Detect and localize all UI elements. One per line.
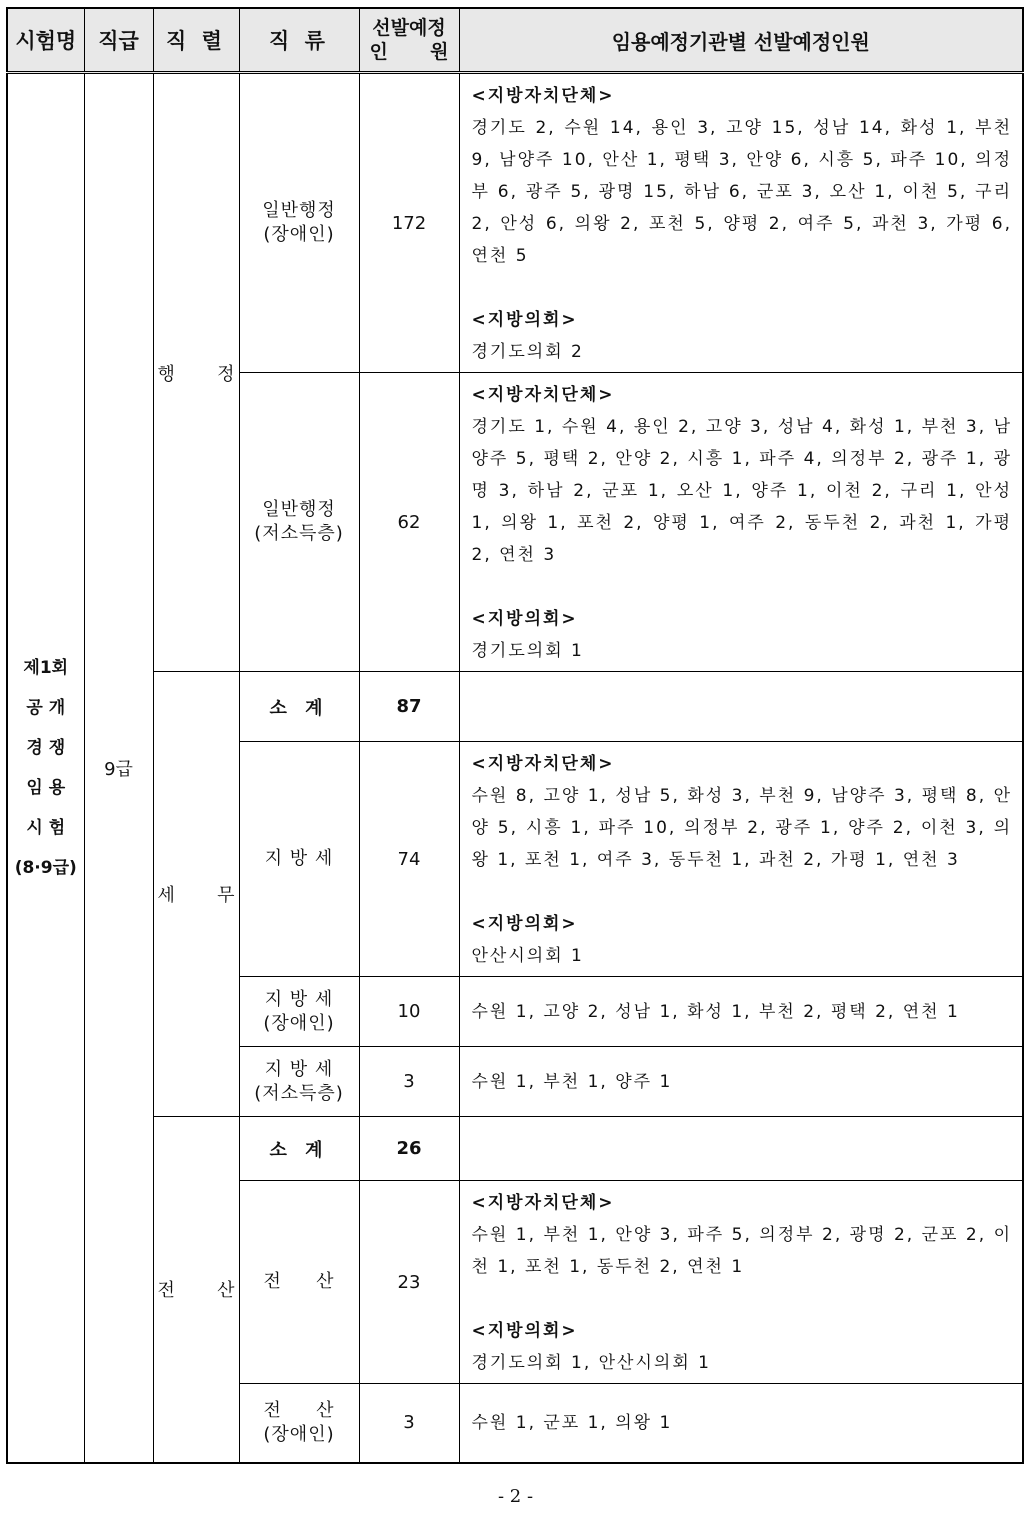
count-it-disabled: 3 [359, 1384, 459, 1463]
header-series: 직 렬 [153, 8, 239, 73]
council-label: <지방의회> [471, 609, 578, 629]
kind-line: 지 방 세 [264, 1058, 334, 1080]
count-it-general: 23 [359, 1181, 459, 1384]
local-gov-list: 수원 8, 고양 1, 성남 5, 화성 3, 부천 9, 남양주 3, 평택 8, 안양 5, 시흥 1, 파주 10, 의정부 2, 광주 1, 양주 2, 이천 3, 의왕 1, 포천 1, 여주 3, 동두천 1, 과천 2, 가평 1, 연천 3 [471, 786, 1012, 870]
detail-tax-lowincome: 수원 1, 부천 1, 양주 1 [459, 1047, 1023, 1117]
kind-it-disabled [239, 1384, 359, 1463]
header-grade: 직급 [84, 8, 153, 73]
local-gov-list: 경기도 1, 수원 4, 용인 2, 고양 3, 성남 4, 화성 1, 부천 3, 남양주 5, 평택 2, 안양 2, 시흥 1, 파주 4, 의정부 2, 광주 1, 광명 3, 하남 2, 군포 1, 오산 1, 양주 1, 이천 2, 구리 1, 안성 1, 의왕 1, 포천 2, 양평 1, 여주 2, 동두천 2, 과천 1, 가평 2, 연천 3 [471, 417, 1012, 565]
kind-char: 산 [316, 1271, 335, 1292]
kind-line: 일반행정 [262, 200, 336, 221]
exam-line-3: 경 쟁 [26, 737, 66, 758]
kind-line: 지 방 세 [264, 848, 334, 869]
tax-subtotal-detail [459, 672, 1023, 742]
local-gov-list: 수원 1, 부천 1, 안양 3, 파주 5, 의정부 2, 광명 2, 군포 2, 이천 1, 포천 1, 동두천 2, 연천 1 [471, 1225, 1012, 1277]
local-gov-label: <지방자치단체> [471, 86, 615, 106]
count-tax-disabled: 10 [359, 977, 459, 1047]
tax-subtotal-label: 소 계 [239, 672, 359, 742]
detail-tax-local [459, 742, 1023, 977]
header-by-org: 임용예정기관별 선발예정인원 [459, 8, 1023, 73]
detail-tax-disabled: 수원 1, 고양 2, 성남 1, 화성 1, 부천 2, 평택 2, 연천 1 [459, 977, 1023, 1047]
kind-line: (장애인) [263, 1012, 335, 1034]
detail-admin-disabled [459, 73, 1023, 373]
kind-char: 전 [263, 1399, 282, 1421]
header-kind: 직 류 [239, 8, 359, 73]
header-selection-line1: 선발예정 [372, 17, 446, 39]
exam-line-6: (8·9급) [14, 857, 77, 878]
local-gov-label: <지방자치단체> [471, 1193, 615, 1213]
header-selection-count [359, 8, 459, 73]
header-exam-name: 시험명 [7, 8, 84, 73]
series-it [153, 1117, 239, 1463]
exam-line-5: 시 험 [26, 817, 66, 838]
council-label: <지방의회> [471, 1321, 578, 1341]
selection-table [6, 7, 1024, 1464]
kind-line: (저소득층) [254, 1082, 344, 1104]
header-selection-line2a: 인 [369, 41, 388, 63]
local-gov-list: 경기도 2, 수원 14, 용인 3, 고양 15, 성남 14, 화성 1, 부천 9, 남양주 10, 안산 1, 평택 3, 안양 6, 시흥 5, 파주 10, 의정부 6, 광주 5, 광명 15, 하남 6, 군포 3, 오산 1, 이천 5, 구리 2, 안성 6, 의왕 2, 포천 5, 양평 2, 여주 5, 과천 3, 가평 6, 연천 5 [471, 118, 1012, 266]
series-admin [153, 73, 239, 672]
exam-name-cell [7, 73, 84, 1463]
council-list: 경기도의회 1 [471, 641, 584, 661]
local-gov-label: <지방자치단체> [471, 385, 615, 405]
series-tax-char2: 무 [217, 885, 235, 906]
it-subtotal-detail [459, 1117, 1023, 1181]
series-tax-char1: 세 [157, 885, 175, 906]
council-label: <지방의회> [471, 310, 578, 330]
kind-tax-local [239, 742, 359, 977]
kind-line: 지 방 세 [264, 988, 334, 1010]
detail-it-disabled: 수원 1, 군포 1, 의왕 1 [459, 1384, 1023, 1463]
series-admin-char1: 행 [157, 363, 175, 385]
it-subtotal-count: 26 [359, 1117, 459, 1181]
count-tax-lowincome: 3 [359, 1047, 459, 1117]
kind-tax-disabled [239, 977, 359, 1047]
header-row [7, 8, 1023, 73]
exam-line-1: 제1회 [23, 657, 69, 678]
exam-line-2: 공 개 [26, 697, 66, 718]
series-tax [153, 672, 239, 1117]
series-it-char2: 산 [217, 1280, 235, 1302]
series-admin-char2: 정 [217, 363, 235, 385]
page-number: - 2 - [497, 1486, 534, 1507]
kind-admin-disabled [239, 73, 359, 373]
council-list: 안산시의회 1 [471, 946, 584, 966]
exam-line-4: 임 용 [26, 777, 66, 798]
count-admin-disabled: 172 [359, 73, 459, 373]
header-selection-line2b: 원 [430, 41, 449, 63]
detail-admin-lowincome [459, 373, 1023, 672]
kind-char: 산 [316, 1399, 335, 1421]
table-row-tax-subtotal [7, 672, 1023, 742]
kind-admin-lowincome [239, 373, 359, 672]
it-subtotal-label: 소 계 [239, 1117, 359, 1181]
kind-tax-lowincome [239, 1047, 359, 1117]
kind-line: (장애인) [263, 224, 335, 245]
kind-it-general [239, 1181, 359, 1384]
grade-cell: 9급 [84, 73, 153, 1463]
series-it-char1: 전 [157, 1280, 175, 1302]
council-list: 경기도의회 2 [471, 342, 584, 362]
count-tax-local: 74 [359, 742, 459, 977]
local-gov-label: <지방자치단체> [471, 754, 615, 774]
kind-line: 일반행정 [262, 499, 336, 520]
detail-it-general [459, 1181, 1023, 1384]
table-row-it-subtotal [7, 1117, 1023, 1181]
kind-line: (저소득층) [254, 523, 344, 544]
council-label: <지방의회> [471, 914, 578, 934]
table-row-admin-disabled [7, 73, 1023, 373]
kind-line: (장애인) [263, 1423, 335, 1445]
count-admin-lowincome: 62 [359, 373, 459, 672]
kind-char: 전 [263, 1271, 282, 1292]
tax-subtotal-count: 87 [359, 672, 459, 742]
council-list: 경기도의회 1, 안산시의회 1 [471, 1353, 711, 1373]
